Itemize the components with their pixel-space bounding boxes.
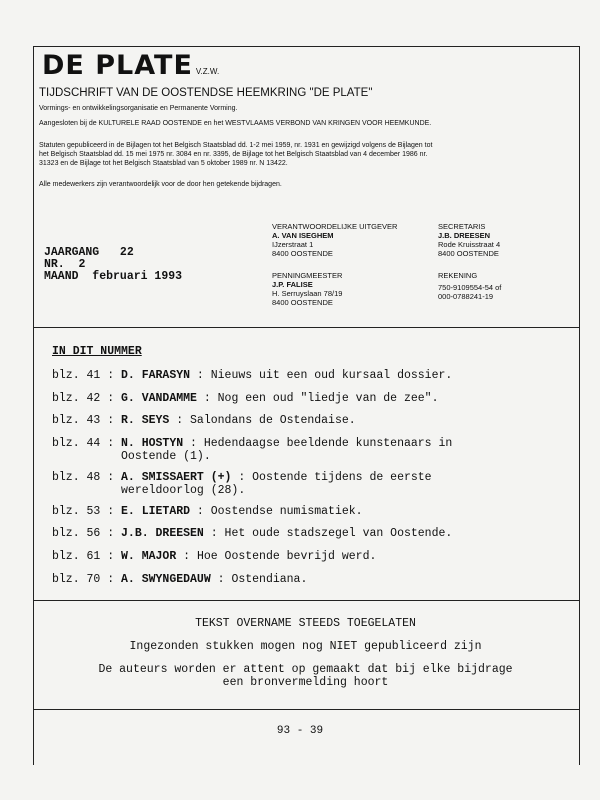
toc-title: IN DIT NUMMER <box>52 345 142 358</box>
toc-author: D. FARASYN <box>121 369 191 382</box>
publisher-block <box>272 222 397 258</box>
secretary-heading: SECRETARIS <box>438 222 486 231</box>
statutes-line-2: het Belgisch Staatsblad dd. 15 mei 1975 nr. 3084 en nr. 3395, de Bijlage tot het Belgisch Staatsblad van 4 december 1986 nr. <box>39 151 428 158</box>
issue-number: NR. 2 <box>44 258 86 271</box>
toc-text: : Nog een oud "liedje van de zee". <box>196 392 439 405</box>
toc-item <box>52 550 376 563</box>
toc-author: G. VANDAMME <box>121 392 197 405</box>
account-block <box>438 271 501 301</box>
masthead <box>42 50 219 81</box>
header-line-1: Vormings- en ontwikkelingsorganisatie en Permanente Vorming. <box>39 105 238 112</box>
submission-notice: Ingezonden stukken mogen nog NIET gepubliceerd zijn <box>129 640 482 653</box>
toc-text: : Oostende tijdens de eerste wereldoorlog (28). <box>121 471 432 497</box>
toc-text: : Ostendiana. <box>210 573 308 586</box>
toc-author: W. MAJOR <box>121 550 177 563</box>
toc-page: blz. 70 : <box>52 573 122 586</box>
toc-item <box>52 392 438 405</box>
responsibility-note: Alle medewerkers zijn verantwoordelijk voor de door hen getekende bijdragen. <box>39 181 282 188</box>
toc-page: blz. 44 : <box>52 437 122 450</box>
toc-item <box>52 414 356 427</box>
toc-page: blz. 53 : <box>52 505 122 518</box>
toc-author: E. LIETARD <box>121 505 191 518</box>
statutes-line-3: 31323 en de Bijlage tot het Belgisch Staatsblad van 5 oktober 1989 nr. N 13422. <box>39 160 288 167</box>
statutes-line-1: Statuten gepubliceerd in de Bijlagen tot het Belgisch Staatsblad dd. 1-2 mei 1959, nr. 1931 en gewijzigd volgens de Bijlagen tot <box>39 142 433 149</box>
toc-text: : Nieuws uit een oud kursaal dossier. <box>190 369 453 382</box>
treasurer-street: H. Serruyslaan 78/19 <box>272 289 343 298</box>
treasurer-heading: PENNINGMEESTER <box>272 271 343 280</box>
account-number-2: 000-0788241-19 <box>438 292 494 301</box>
publisher-street: IJzerstraat 1 <box>272 240 314 249</box>
toc-page: blz. 42 : <box>52 392 122 405</box>
account-number-1: 750-9109554-54 of <box>438 283 502 292</box>
toc-page: blz. 61 : <box>52 550 122 563</box>
toc-item <box>52 505 363 518</box>
toc-page: blz. 48 : <box>52 471 122 484</box>
divider-header <box>33 327 579 328</box>
toc-item <box>52 437 452 463</box>
secretary-block <box>438 222 500 258</box>
toc-author: R. SEYS <box>121 414 170 427</box>
toc-item <box>52 471 432 497</box>
issue-info <box>44 247 182 283</box>
toc-page: blz. 41 : <box>52 369 122 382</box>
page-number: 93 - 39 <box>276 725 324 737</box>
toc-text: : Hedendaagse beeldende kunstenaars in Oostende (1). <box>121 437 453 463</box>
header-line-2: Aangesloten bij de KULTURELE RAAD OOSTENDE en het WESTVLAAMS VERBOND VAN KRINGEN VOOR HEEMKUNDE. <box>39 120 432 127</box>
toc-text: : Hoe Oostende bevrijd werd. <box>176 550 377 563</box>
masthead-logo: DE PLATE <box>42 50 193 81</box>
secretary-street: Rode Kruisstraat 4 <box>438 240 501 249</box>
secretary-city: 8400 OOSTENDE <box>438 249 499 258</box>
journal-subtitle: TIJDSCHRIFT VAN DE OOSTENDSE HEEMKRING "DE PLATE" <box>39 87 373 99</box>
secretary-name: J.B. DREESEN <box>438 231 491 240</box>
masthead-vzw: V.Z.W. <box>195 67 220 76</box>
account-heading: REKENING <box>438 271 478 280</box>
publisher-name: A. VAN ISEGHEM <box>272 231 334 240</box>
toc-item <box>52 527 452 540</box>
publisher-heading: VERANTWOORDELIJKE UITGEVER <box>272 222 398 231</box>
treasurer-block <box>272 271 342 307</box>
toc-author: N. HOSTYN <box>121 437 184 450</box>
toc-author: A. SMISSAERT (+) <box>121 471 232 484</box>
toc-page: blz. 43 : <box>52 414 122 427</box>
copy-notice: TEKST OVERNAME STEEDS TOEGELATEN <box>195 617 416 630</box>
toc-author: J.B. DREESEN <box>121 527 204 540</box>
toc-text: : Salondans de Ostendaise. <box>169 414 356 427</box>
authors-notice-1: De auteurs worden er attent op gemaakt dat bij elke bijdrage <box>98 663 513 676</box>
divider-toc <box>33 600 579 601</box>
issue-month: MAAND februari 1993 <box>44 270 183 283</box>
issue-year: JAARGANG 22 <box>44 246 134 259</box>
divider-notice <box>33 709 579 710</box>
toc-page: blz. 56 : <box>52 527 122 540</box>
toc-text: : Het oude stadszegel van Oostende. <box>203 527 453 540</box>
toc-text: : Oostendse numismatiek. <box>190 505 363 518</box>
toc-item <box>52 573 307 586</box>
toc-item <box>52 369 452 382</box>
authors-notice-2: een bronvermelding hoort <box>222 676 389 689</box>
treasurer-name: J.P. FALISE <box>272 280 313 289</box>
publisher-city: 8400 OOSTENDE <box>272 249 333 258</box>
toc-author: A. SWYNGEDAUW <box>121 573 211 586</box>
treasurer-city: 8400 OOSTENDE <box>272 298 333 307</box>
